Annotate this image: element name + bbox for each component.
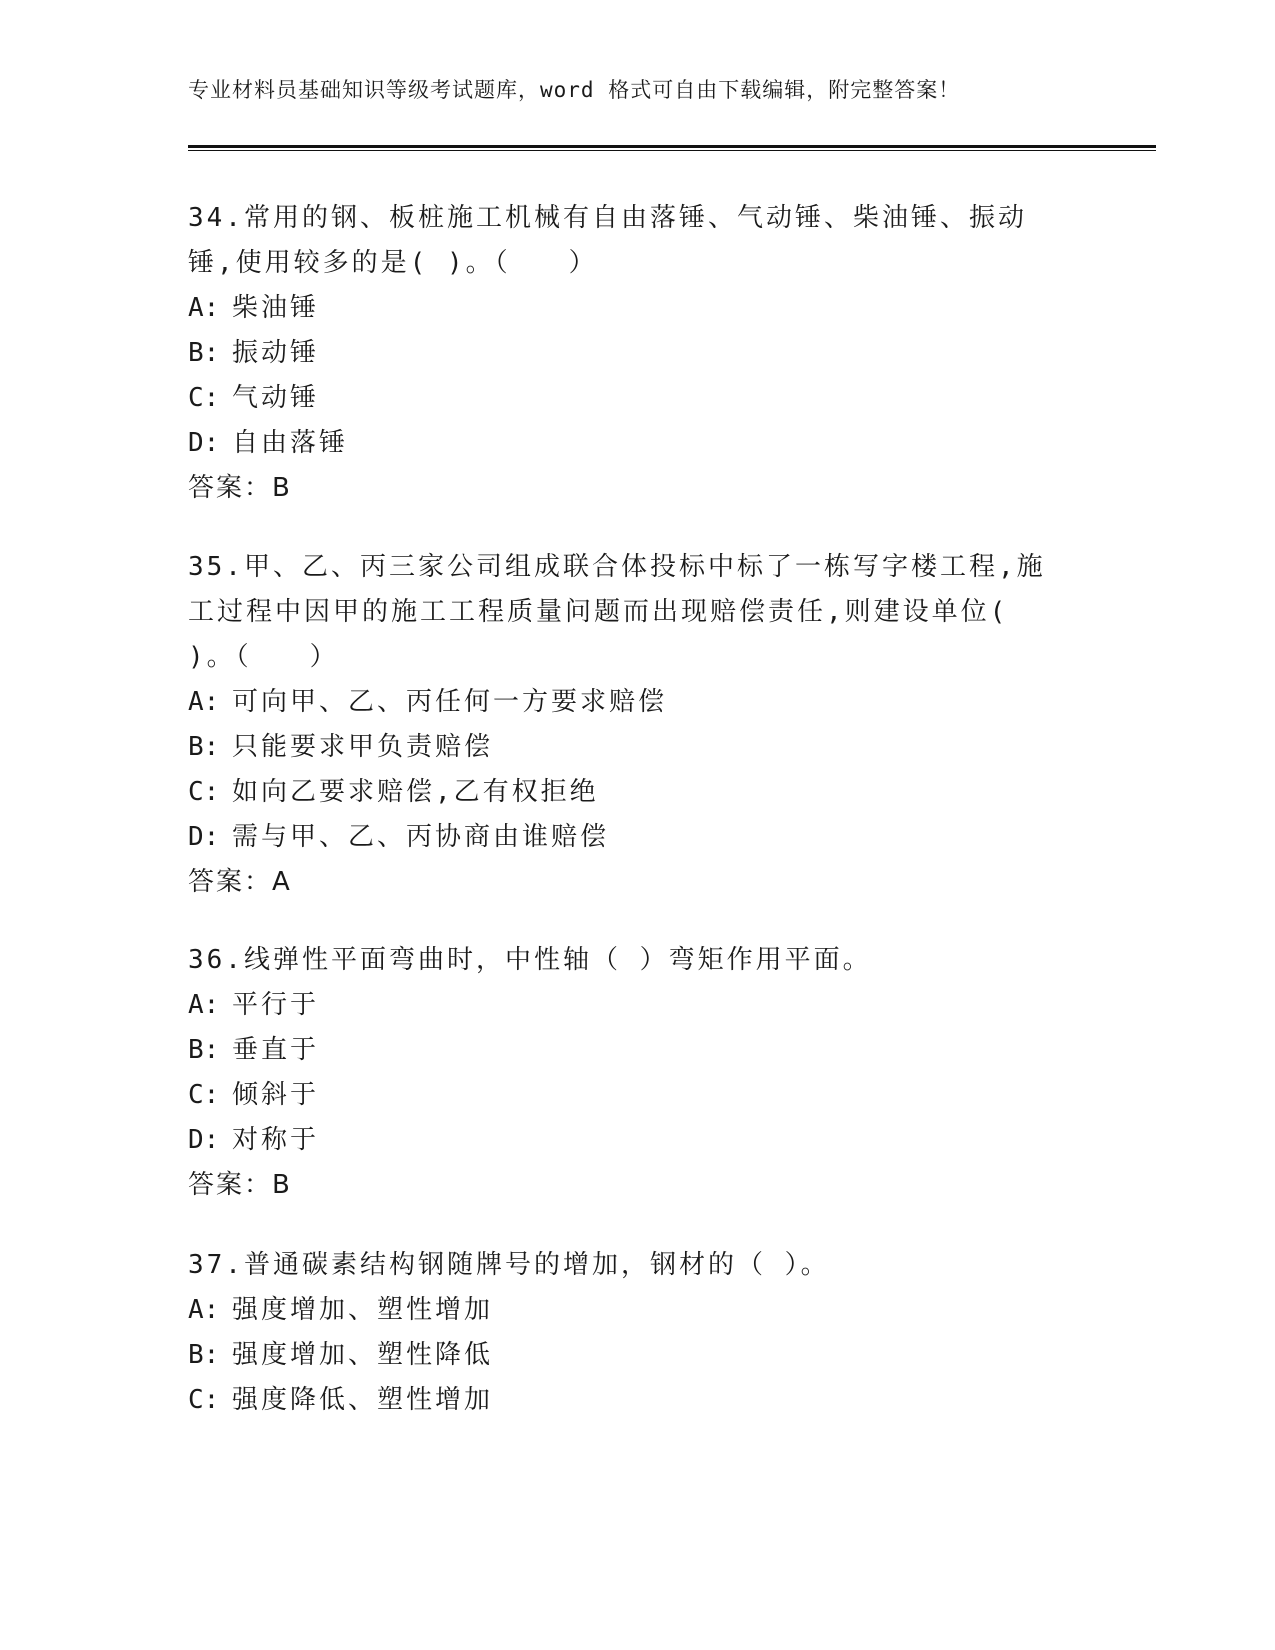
option-text: 如向乙要求赔偿,乙有权拒绝 <box>232 777 599 807</box>
option-letter: A: <box>188 293 220 323</box>
option-b <box>188 1333 1068 1378</box>
option-text: 只能要求甲负责赔偿 <box>232 732 494 762</box>
option-c <box>188 770 1068 815</box>
option-letter: A: <box>188 990 220 1020</box>
option-b <box>188 1028 1068 1073</box>
question-text: 37.普通碳素结构钢随牌号的增加，钢材的（ ）。 <box>188 1250 830 1280</box>
option-a <box>188 1288 1068 1333</box>
question-37 <box>188 1243 1068 1423</box>
option-text: 气动锤 <box>232 383 320 413</box>
option-text: 自由落锤 <box>232 428 349 458</box>
option-text: 可向甲、乙、丙任何一方要求赔偿 <box>232 687 668 717</box>
question-text: 35.甲、乙、丙三家公司组成联合体投标中标了一栋写字楼工程,施工过程中因甲的施工工程质量问题而出现赔偿责任,则建设单位( )。（ ） <box>188 552 1046 672</box>
option-text: 强度增加、塑性增加 <box>232 1295 494 1325</box>
question-text: 36.线弹性平面弯曲时，中性轴（ ）弯矩作用平面。 <box>188 945 872 975</box>
option-b <box>188 725 1068 770</box>
header-divider-thick <box>188 145 1156 148</box>
answer: 答案：B <box>188 473 292 503</box>
option-text: 倾斜于 <box>232 1080 320 1110</box>
option-d <box>188 1118 1068 1163</box>
header-divider-thin <box>188 150 1156 151</box>
question-35 <box>188 545 1068 905</box>
option-letter: D: <box>188 1125 220 1155</box>
question-36 <box>188 938 1068 1208</box>
option-text: 平行于 <box>232 990 320 1020</box>
option-a <box>188 286 1068 331</box>
option-letter: D: <box>188 428 220 458</box>
option-letter: B: <box>188 732 220 762</box>
option-text: 振动锤 <box>232 338 320 368</box>
option-d <box>188 815 1068 860</box>
option-letter: D: <box>188 822 220 852</box>
header-divider <box>188 145 1156 151</box>
option-letter: B: <box>188 338 220 368</box>
option-d <box>188 421 1068 466</box>
option-a <box>188 983 1068 1028</box>
option-c <box>188 1073 1068 1118</box>
option-c <box>188 1378 1068 1423</box>
option-c <box>188 376 1068 421</box>
option-letter: A: <box>188 687 220 717</box>
option-letter: B: <box>188 1035 220 1065</box>
option-text: 需与甲、乙、丙协商由谁赔偿 <box>232 822 610 852</box>
question-34 <box>188 196 1068 511</box>
question-text: 34.常用的钢、板桩施工机械有自由落锤、气动锤、柴油锤、振动锤,使用较多的是( )。（ ） <box>188 203 1027 278</box>
option-text: 对称于 <box>232 1125 320 1155</box>
option-letter: B: <box>188 1340 220 1370</box>
option-letter: C: <box>188 1080 220 1110</box>
option-letter: C: <box>188 1385 220 1415</box>
option-text: 柴油锤 <box>232 293 320 323</box>
answer: 答案：A <box>188 867 292 897</box>
option-a <box>188 680 1068 725</box>
option-text: 垂直于 <box>232 1035 320 1065</box>
option-letter: C: <box>188 383 220 413</box>
option-letter: C: <box>188 777 220 807</box>
answer: 答案：B <box>188 1170 292 1200</box>
option-text: 强度降低、塑性增加 <box>232 1385 494 1415</box>
option-text: 强度增加、塑性降低 <box>232 1340 494 1370</box>
page-header: 专业材料员基础知识等级考试题库，word 格式可自由下载编辑，附完整答案！ <box>188 78 961 102</box>
option-b <box>188 331 1068 376</box>
option-letter: A: <box>188 1295 220 1325</box>
